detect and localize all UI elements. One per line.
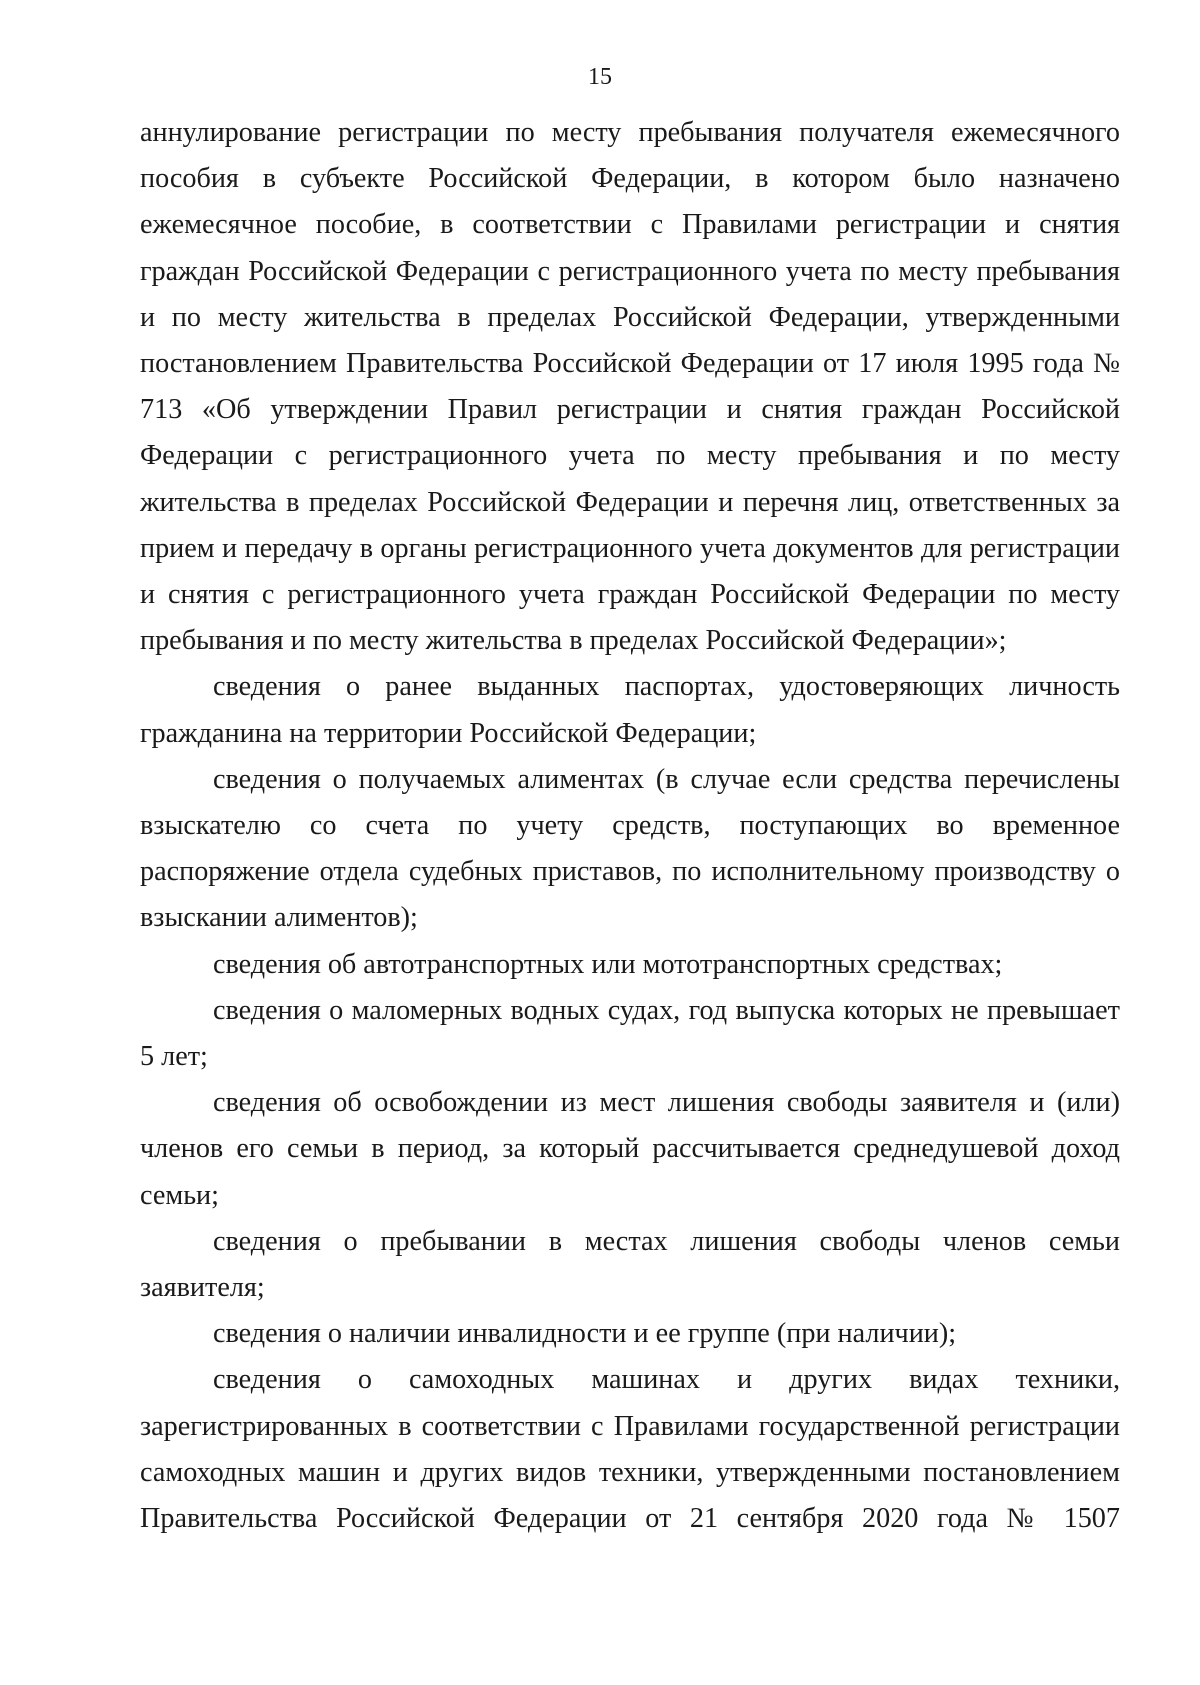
document-body bbox=[140, 110, 1120, 1542]
paragraph-vehicles: сведения об автотранспортных или мототранспортных средствах; bbox=[213, 948, 1003, 980]
paragraph-passports: сведения о ранее выданных паспортах, удостоверяющих личность гражданина на территории Российской Федерации; bbox=[140, 671, 1120, 749]
paragraph-alimony: сведения о получаемых алиментах (в случае если средства перечислены взыскателю со счета по учету средств, поступающих во временное распоряжение отдела судебных приставов, по исполнительному производству о взыскании алиментов); bbox=[140, 763, 1120, 934]
paragraph-small-vessels: сведения о маломерных водных судах, год выпуска которых не превышает 5 лет; bbox=[140, 994, 1120, 1073]
paragraph-in-prison: сведения о пребывании в местах лишения свободы членов семьи заявителя; bbox=[140, 1225, 1120, 1304]
paragraph-registration-annulment: аннулирование регистрации по месту пребывания получателя ежемесячного пособия в субъекте Российской Федерации, в котором было назначено ежемесячное пособие, в соответствии с Правилами регистрации и снятия граждан Российской Федерации с регистрационного учета по месту пребывания и по месту жительства в пределах Российской Федерации, утвержденными постановлением Правительства Российской Федерации от 17 июля 1995 года № 713 «Об утверждении Правил регистрации и снятия граждан Российской Федерации с регистрационного учета по месту пребывания и по месту жительства в пределах Российской Федерации и перечня лиц, ответственных за прием и передачу в органы регистрационного учета документов для регистрации и снятия с регистрационного учета граждан Российской Федерации по месту пребывания и по месту жительства в пределах Российской Федерации»; bbox=[140, 117, 1120, 657]
paragraph-self-propelled-machines: сведения о самоходных машинах и других видах техники, зарегистрированных в соответствии с Правилами государственной регистрации самоходных машин и других видов техники, утвержденными постановлением Правительства Российской Федерации от 21 сентября 2020 года № 1507 bbox=[140, 1364, 1120, 1535]
page-number: 15 bbox=[588, 64, 612, 90]
paragraph-disability: сведения о наличии инвалидности и ее группе (при наличии); bbox=[213, 1318, 957, 1350]
paragraph-release-from-prison: сведения об освобождении из мест лишения свободы заявителя и (или) членов его семьи в период, за который рассчитывается среднедушевой доход семьи; bbox=[140, 1087, 1120, 1211]
